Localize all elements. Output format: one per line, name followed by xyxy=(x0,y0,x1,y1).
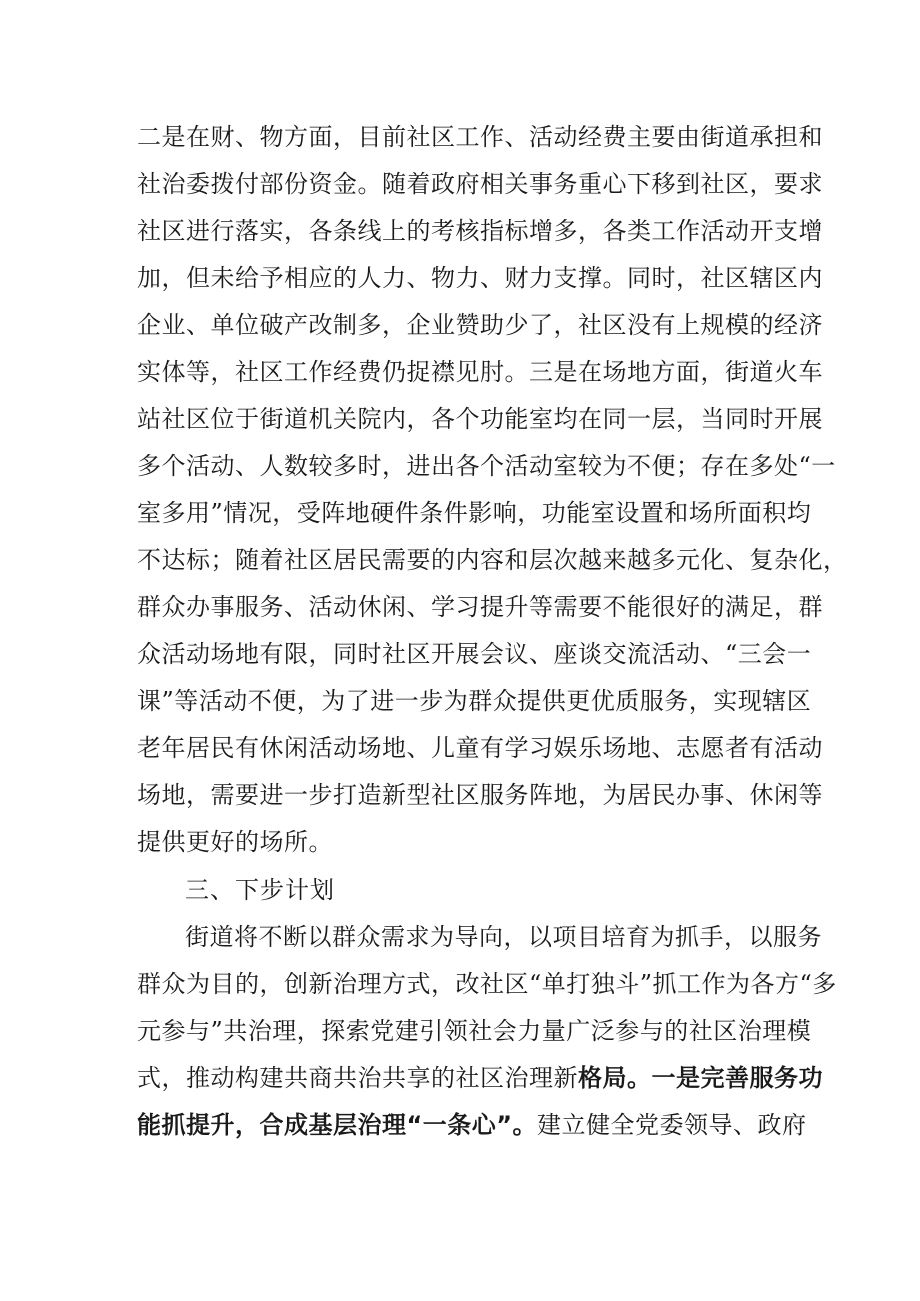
text-line: 二是在财、物方面，目前社区工作、活动经费主要由街道承担和 xyxy=(137,123,823,151)
text-line: 不达标；随着社区居民需要的内容和层次越来越多元化、复杂化， xyxy=(137,546,848,574)
text-line: 站社区位于街道机关院内，各个功能室均在同一层，当同时开展 xyxy=(137,405,823,433)
text-line: 群众为目的，创新治理方式，改社区“单打独斗”抓工作为各方“多 xyxy=(137,970,837,998)
text-line: 街道将不断以群众需求为导向，以项目培育为抓手，以服务 xyxy=(185,923,822,951)
text-line: 多个活动、人数较多时，进出各个活动室较为不便；存在多处“一 xyxy=(137,452,836,480)
text-run: 建立健全党委领导、政府 xyxy=(537,1111,807,1139)
text-line: 社区进行落实，各条线上的考核指标增多，各类工作活动开支增 xyxy=(137,217,823,245)
text-line xyxy=(137,1109,807,1141)
text-line: 提供更好的场所。 xyxy=(137,828,333,856)
text-line: 社治委拨付部份资金。随着政府相关事务重心下移到社区，要求 xyxy=(137,170,823,198)
text-line: 企业、单位破产改制多，企业赞助少了，社区没有上规模的经济 xyxy=(137,311,823,339)
text-line: 众活动场地有限，同时社区开展会议、座谈交流活动、“三会一 xyxy=(137,640,812,668)
text-line xyxy=(137,1062,823,1094)
section-heading: 三、下步计划 xyxy=(185,876,335,904)
text-line: 加，但未给予相应的人力、物力、财力支撑。同时，社区辖区内 xyxy=(137,264,823,292)
text-run: 式，推动构建共商共治共享的社区治理新 xyxy=(137,1064,578,1092)
text-line: 场地，需要进一步打造新型社区服务阵地，为居民办事、休闲等 xyxy=(137,781,823,809)
bold-text-run: 格局。一是完善服务功 xyxy=(578,1064,823,1092)
text-line: 老年居民有休闲活动场地、儿童有学习娱乐场地、志愿者有活动 xyxy=(137,734,823,762)
text-line: 元参与”共治理，探索党建引领社会力量广泛参与的社区治理模 xyxy=(137,1017,812,1045)
text-line: 课”等活动不便，为了进一步为群众提供更优质服务，实现辖区 xyxy=(137,687,812,715)
bold-text-run: 能抓提升，合成基层治理“一条心”。 xyxy=(137,1111,538,1139)
text-line: 室多用”情况，受阵地硬件条件影响，功能室设置和场所面积均 xyxy=(137,499,812,527)
text-line: 群众办事服务、活动休闲、学习提升等需要不能很好的满足，群 xyxy=(137,593,823,621)
text-line: 实体等，社区工作经费仍捉襟见肘。三是在场地方面，街道火车 xyxy=(137,358,823,386)
